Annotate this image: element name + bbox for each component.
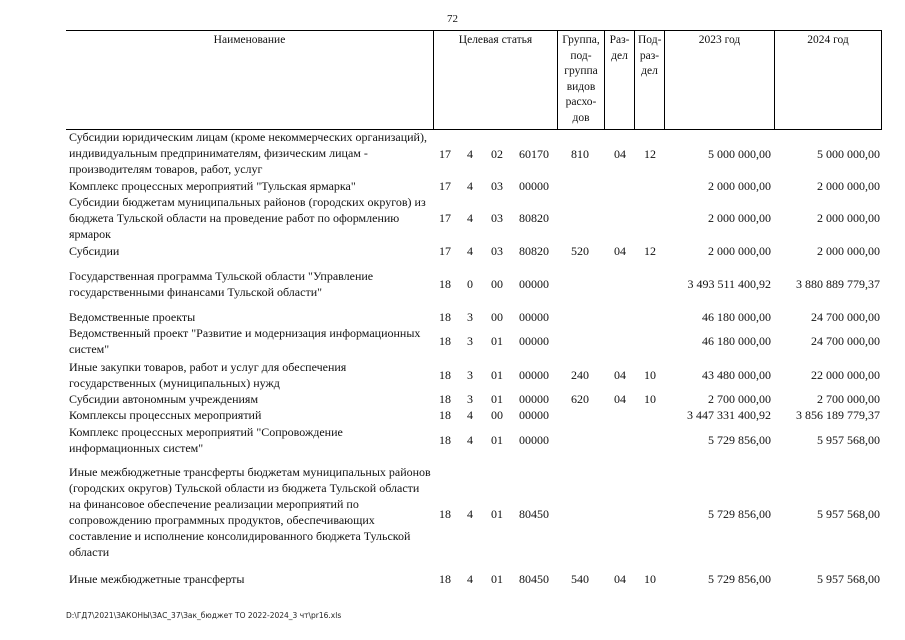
table-row <box>66 243 882 259</box>
target-article-part4: 00000 <box>519 408 549 422</box>
table-header <box>66 30 882 130</box>
table-row <box>66 424 882 456</box>
amount-2024: 24 700 000,00 <box>811 334 880 348</box>
target-article-part4: 00000 <box>519 392 549 406</box>
target-article-part3: 03 <box>491 179 503 193</box>
target-article-part4: 00000 <box>519 433 549 447</box>
section-code: 04 <box>614 368 626 382</box>
target-article-part4: 80820 <box>519 211 549 225</box>
target-article-part4: 00000 <box>519 334 549 348</box>
target-article-part3: 01 <box>491 368 503 382</box>
target-article-part2: 4 <box>467 572 473 586</box>
row-name: Иные межбюджетные трансферты бюджетам муниципальных районов (городских округов) Тульской области из бюджета Тульской области на финансовое обеспечение реализации мероприятий по сопровождению программных продуктов, обеспечивающих составление и исполнение консолидированного бюджета Тульской области <box>69 465 431 559</box>
amount-2024: 5 957 568,00 <box>817 572 880 586</box>
header-group: Группа, под- группа видов расхо- дов <box>557 31 604 129</box>
amount-2023: 3 493 511 400,92 <box>687 277 771 291</box>
row-name: Иные закупки товаров, работ и услуг для обеспечения государственных (муниципальных) нужд <box>69 360 347 390</box>
amount-2023: 5 000 000,00 <box>708 147 771 161</box>
expense-group: 520 <box>571 244 589 258</box>
target-article-part3: 01 <box>491 334 503 348</box>
target-article-part3: 00 <box>491 277 503 291</box>
table-row <box>66 178 882 194</box>
table-row <box>66 571 882 587</box>
target-article-part4: 00000 <box>519 277 549 291</box>
amount-2024: 2 000 000,00 <box>817 244 880 258</box>
row-name: Комплексы процессных мероприятий <box>69 408 262 422</box>
amount-2023: 2 000 000,00 <box>708 211 771 225</box>
section-code: 04 <box>614 147 626 161</box>
amount-2024: 24 700 000,00 <box>811 310 880 324</box>
header-subsection: Под- раз- дел <box>634 31 664 129</box>
amount-2023: 46 180 000,00 <box>702 334 771 348</box>
row-name: Ведомственный проект "Развитие и модернизация информационных систем" <box>69 326 421 356</box>
amount-2023: 43 480 000,00 <box>702 368 771 382</box>
table-row <box>66 309 882 325</box>
target-article-part1: 18 <box>439 408 451 422</box>
expense-group: 810 <box>571 147 589 161</box>
amount-2023: 5 729 856,00 <box>708 507 771 521</box>
amount-2023: 2 000 000,00 <box>708 179 771 193</box>
page-number: 72 <box>447 13 458 25</box>
expense-group: 240 <box>571 368 589 382</box>
target-article-part3: 01 <box>491 433 503 447</box>
subsection-code: 12 <box>644 244 656 258</box>
table-row <box>66 407 882 423</box>
target-article-part3: 01 <box>491 507 503 521</box>
file-path-footer: D:\ГД7\2021\ЗАКОНЫ\ЗАС_37\Зак_бюджет ТО 2022-2024_3 чт\pr16.xls <box>66 611 342 620</box>
header-target-article: Целевая статья <box>433 31 557 129</box>
target-article-part2: 4 <box>467 147 473 161</box>
row-name: Субсидии <box>69 244 120 258</box>
amount-2024: 2 700 000,00 <box>817 392 880 406</box>
subsection-code: 10 <box>644 572 656 586</box>
table-row <box>66 391 882 407</box>
row-name: Субсидии бюджетам муниципальных районов (городских округов) из бюджета Тульской области на проведение работ по оформлению ярмарок <box>69 195 426 241</box>
target-article-part2: 4 <box>467 507 473 521</box>
table-row <box>66 359 882 391</box>
row-name: Комплекс процессных мероприятий "Тульская ярмарка" <box>69 179 356 193</box>
target-article-part4: 60170 <box>519 147 549 161</box>
amount-2023: 2 700 000,00 <box>708 392 771 406</box>
target-article-part2: 3 <box>467 392 473 406</box>
target-article-part3: 02 <box>491 147 503 161</box>
target-article-part1: 17 <box>439 244 451 258</box>
expense-group: 540 <box>571 572 589 586</box>
table-row <box>66 129 882 181</box>
target-article-part2: 4 <box>467 179 473 193</box>
table-row <box>66 325 882 357</box>
target-article-part3: 00 <box>491 408 503 422</box>
target-article-part1: 17 <box>439 211 451 225</box>
target-article-part1: 18 <box>439 572 451 586</box>
table-row <box>66 194 882 242</box>
target-article-part4: 80450 <box>519 507 549 521</box>
target-article-part1: 18 <box>439 310 451 324</box>
section-code: 04 <box>614 572 626 586</box>
amount-2024: 5 957 568,00 <box>817 433 880 447</box>
target-article-part2: 4 <box>467 433 473 447</box>
row-name: Ведомственные проекты <box>69 310 196 324</box>
header-section: Раз- дел <box>604 31 634 129</box>
target-article-part1: 18 <box>439 392 451 406</box>
amount-2024: 5 957 568,00 <box>817 507 880 521</box>
target-article-part4: 00000 <box>519 368 549 382</box>
row-name: Субсидии юридическим лицам (кроме некоммерческих организаций), индивидуальным предпринимателям, физическим лицам - производителям товаров, работ, услуг <box>69 130 427 176</box>
target-article-part4: 80820 <box>519 244 549 258</box>
table-row <box>66 464 882 562</box>
row-name: Комплекс процессных мероприятий "Сопровождение информационных систем" <box>69 425 343 455</box>
target-article-part2: 3 <box>467 310 473 324</box>
section-code: 04 <box>614 392 626 406</box>
target-article-part1: 18 <box>439 433 451 447</box>
amount-2023: 3 447 331 400,92 <box>687 408 771 422</box>
amount-2023: 5 729 856,00 <box>708 572 771 586</box>
amount-2024: 2 000 000,00 <box>817 179 880 193</box>
target-article-part1: 17 <box>439 147 451 161</box>
target-article-part2: 3 <box>467 368 473 382</box>
target-article-part1: 18 <box>439 334 451 348</box>
subsection-code: 12 <box>644 147 656 161</box>
amount-2023: 46 180 000,00 <box>702 310 771 324</box>
target-article-part2: 3 <box>467 334 473 348</box>
header-year-2024: 2024 год <box>774 31 882 129</box>
target-article-part1: 18 <box>439 277 451 291</box>
target-article-part2: 4 <box>467 408 473 422</box>
target-article-part3: 03 <box>491 211 503 225</box>
target-article-part1: 18 <box>439 507 451 521</box>
target-article-part3: 03 <box>491 244 503 258</box>
target-article-part3: 01 <box>491 572 503 586</box>
amount-2023: 5 729 856,00 <box>708 433 771 447</box>
row-name: Иные межбюджетные трансферты <box>69 572 245 586</box>
expense-group: 620 <box>571 392 589 406</box>
amount-2024: 22 000 000,00 <box>811 368 880 382</box>
amount-2023: 2 000 000,00 <box>708 244 771 258</box>
header-year-2023: 2023 год <box>664 31 774 129</box>
row-name: Государственная программа Тульской области "Управление государственными финансами Тульской области" <box>69 269 374 299</box>
amount-2024: 2 000 000,00 <box>817 211 880 225</box>
subsection-code: 10 <box>644 368 656 382</box>
target-article-part2: 0 <box>467 277 473 291</box>
table-row <box>66 268 882 300</box>
amount-2024: 5 000 000,00 <box>817 147 880 161</box>
target-article-part1: 17 <box>439 179 451 193</box>
target-article-part4: 80450 <box>519 572 549 586</box>
target-article-part1: 18 <box>439 368 451 382</box>
section-code: 04 <box>614 244 626 258</box>
target-article-part3: 00 <box>491 310 503 324</box>
header-name: Наименование <box>213 34 286 46</box>
row-name: Субсидии автономным учреждениям <box>69 392 259 406</box>
amount-2024: 3 880 889 779,37 <box>796 277 880 291</box>
target-article-part3: 01 <box>491 392 503 406</box>
amount-2024: 3 856 189 779,37 <box>796 408 880 422</box>
target-article-part2: 4 <box>467 244 473 258</box>
target-article-part2: 4 <box>467 211 473 225</box>
target-article-part4: 00000 <box>519 179 549 193</box>
subsection-code: 10 <box>644 392 656 406</box>
target-article-part4: 00000 <box>519 310 549 324</box>
